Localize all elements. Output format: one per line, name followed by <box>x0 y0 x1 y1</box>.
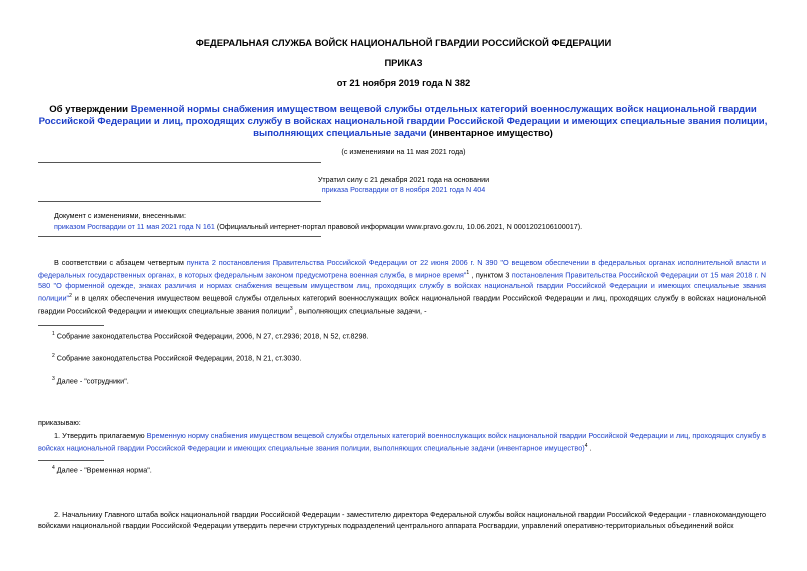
item-1-paragraph <box>38 430 766 453</box>
expired-line: Утратил силу с 21 декабря 2021 года на основании <box>317 175 490 184</box>
footnote-2-text: Собрание законодательства Российской Федерации, 2018, N 21, ст.3030. <box>56 353 302 363</box>
title-prefix: Об утверждении <box>49 104 131 115</box>
footnote-4: $^4$ Далее - "Временная норма". <box>52 465 152 475</box>
fn-mark-1: 1 <box>466 270 470 276</box>
changes-rest: (Официальный интернет-портал правовой информации www.pravo.gov.ru, 10.06.2021, N 0001202106100017). <box>214 222 583 231</box>
item-1-link[interactable]: Временную норму снабжения имуществом вещевой службы отдельных категорий военнослужащих войск национальной гвардии Российской Федерации и лиц, проходящих службу в войсках национальной гвардии Российской Федерации и имеющих специальные звания полиции, выполняющих специальные задачи (инвентарное имущество) <box>38 431 766 453</box>
amended-note: (с изменениями на 11 мая 2021 года) <box>341 147 466 156</box>
preamble-paragraph <box>38 257 766 316</box>
changes-link[interactable]: приказом Росгвардии от 11 мая 2021 года N 161 <box>54 222 215 231</box>
expired-link[interactable]: приказа Росгвардии от 8 ноября 2021 года N 404 <box>321 185 486 194</box>
divider-2 <box>38 201 321 202</box>
footnote-2: $^2$ Собрание законодательства Российской Федерации, 2018, N 21, ст.3030. <box>52 353 302 363</box>
footnote-rule-1 <box>38 325 104 326</box>
document-title <box>30 104 776 140</box>
changes-line <box>54 222 774 231</box>
footnote-3-text: Далее - "сотрудники". <box>56 376 129 386</box>
title-suffix: (инвентарное имущество) <box>426 128 553 139</box>
footnote-1-text: Собрание законодательства Российской Федерации, 2006, N 27, ст.2936; 2018, N 52, ст.8298. <box>56 331 369 341</box>
footnote-4-text: Далее - "Временная норма". <box>56 465 152 475</box>
changes-label: Документ с изменениями, внесенными: <box>54 211 186 220</box>
doc-type-heading: ПРИКАЗ <box>384 57 423 68</box>
preamble-text-3: и в целях обеспечения имуществом вещевой службы отдельных категорий военнослужащих войск национальной гвардии Российской Федерации и лиц, проходящих службу в войсках национальной гвардии Российской Федерации и имеющих специальные звания полиции <box>38 293 766 316</box>
agency-heading: ФЕДЕРАЛЬНАЯ СЛУЖБА ВОЙСК НАЦИОНАЛЬНОЙ ГВАРДИИ РОССИЙСКОЙ ФЕДЕРАЦИИ <box>195 37 612 48</box>
footnote-3: $^3$ Далее - "сотрудники". <box>52 376 129 386</box>
item-1-end: . <box>587 443 592 453</box>
date-number-heading: от 21 ноября 2019 года N 382 <box>336 77 471 88</box>
preamble-text-4: , выполняющих специальные задачи, - <box>292 306 427 316</box>
fn-mark-3: 3 <box>289 305 293 312</box>
title-link[interactable]: Временной нормы снабжения имуществом вещевой службы отдельных категорий военнослужащих войск национальной гвардии Российской Федерации и лиц, проходящих службу в войсках национальной гвардии Российской Федерации и имеющих специальные звания полиции, выполняющих специальные задачи <box>38 104 768 139</box>
preamble-link-2[interactable]: постановления Правительства Российской Федерации от 15 мая 2018 г. N 580 "О форменной одежде, знаках различия и нормах снабжения вещевым имуществом лиц, проходящих службу в войсках национальной гвардии Российской Федерации и имеющих специальные звания полиции" <box>38 270 767 303</box>
footnote-1: $^1$ Собрание законодательства Российской Федерации, 2006, N 27, ст.2936; 2018, N 52, ст.8298. <box>52 331 369 341</box>
footnote-rule-2 <box>38 460 104 461</box>
item-1-text: 1. Утвердить прилагаемую <box>54 431 147 440</box>
preamble-text-1: В соответствии с абзацем четвертым <box>54 258 187 267</box>
orders-word: приказываю: <box>38 418 81 427</box>
item-2-paragraph: 2. Начальнику Главного штаба войск национальной гвардии Российской Федерации - заместителю директора Федеральной службы войск национальной гвардии Российской Федерации - главнокомандующего войсками национальной гвардии Российской Федерации утвердить перечни структурных подразделений центрального аппарата Росгвардии, управлений оперативно-территориальных объединений войск <box>38 510 766 530</box>
fn-mark-4: 4 <box>584 443 588 449</box>
divider-3 <box>38 236 321 237</box>
preamble-text-2: , пунктом 3 <box>469 270 512 280</box>
fn-mark-2: 2 <box>69 293 72 300</box>
divider-1 <box>38 162 321 163</box>
preamble-link-1[interactable]: пункта 2 постановления Правительства Российской Федерации от 22 июня 2006 г. N 390 "О вещевом обеспечении в федеральных органах исполнительной власти и федеральных государственных органах, в которых федеральным законом предусмотрена военная служба, в мирное время" <box>38 258 766 280</box>
